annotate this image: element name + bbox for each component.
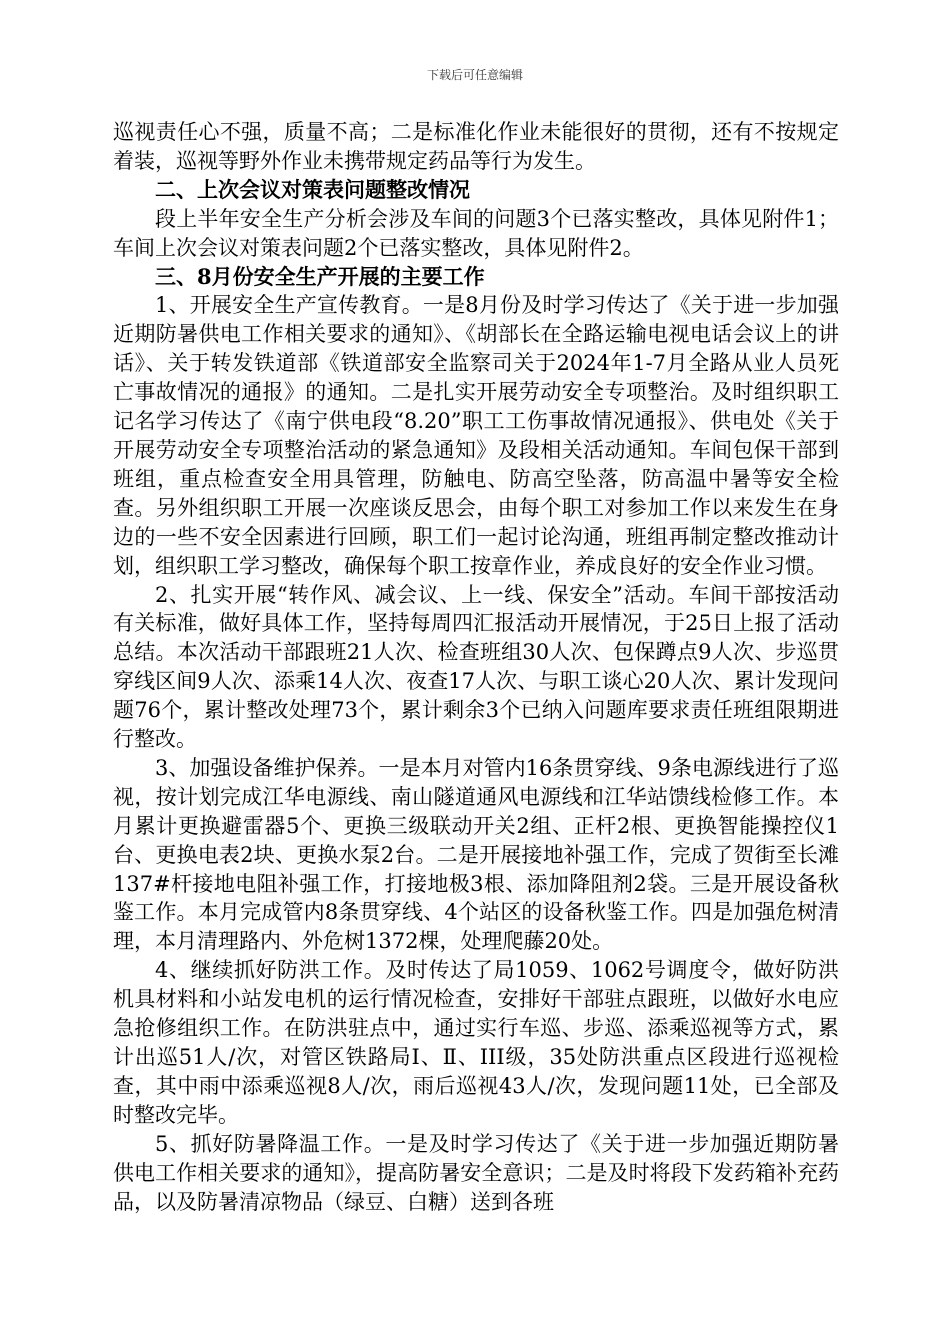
body-paragraph: 巡视责任心不强，质量不高；二是标准化作业未能很好的贯彻，还有不按规定着装，巡视等野外作业未携带规定药品等行为发生。 — [113, 120, 839, 173]
body-paragraph: 3、加强设备维护保养。一是本月对管内16条贯穿线、9条电源线进行了巡视，按计划完成江华电源线、南山隧道通风电源线和江华站馈线检修工作。本月累计更换避雷器5个、更换三级联动开关2组、正杆2根、更换智能操控仪1台、更换电表2块、更换水泵2台。二是开展接地补强工作，完成了贺街至长滩137#杆接地电阻补强工作，打接地极3根、添加降阻剂2袋。三是开展设备秋鉴工作。本月完成管内8条贯穿线、4个站区的设备秋鉴工作。四是加强危树清理，本月清理路内、外危树1372棵，处理爬藤20处。 — [113, 755, 839, 954]
body-paragraph: 5、抓好防暑降温工作。一是及时学习传达了《关于进一步加强近期防暑供电工作相关要求的通知》，提高防暑安全意识；二是及时将段下发药箱补充药品，以及防暑清凉物品（绿豆、白糖）送到各班 — [113, 1131, 839, 1214]
page-header: 下载后可任意编辑 — [426, 68, 523, 82]
body-paragraph: 段上半年安全生产分析会涉及车间的问题3个已落实整改，具体见附件1；车间上次会议对策表问题2个已落实整改，具体见附件2。 — [113, 206, 839, 260]
section-heading: 三、8月份安全生产开展的主要工作 — [155, 263, 485, 289]
body-paragraph: 4、继续抓好防洪工作。及时传达了局1059、1062号调度令，做好防洪机具材料和小站发电机的运行情况检查，安排好干部驻点跟班，以做好水电应急抢修组织工作。在防洪驻点中，通过实行车巡、步巡、添乘巡视等方式，累计出巡51人/次，对管区铁路局Ⅰ、Ⅱ、III级，35处防洪重点区段进行巡视检查，其中雨中添乘巡视8人/次，雨后巡视43人/次，发现问题11处，已全部及时整改完毕。 — [113, 958, 839, 1127]
body-paragraph: 1、开展安全生产宣传教育。一是8月份及时学习传达了《关于进一步加强近期防暑供电工作相关要求的通知》、《胡部长在全路运输电视电话会议上的讲话》、关于转发铁道部《铁道部安全监察司关于2024年1-7月全路从业人员死亡事故情况的通报》的通知。二是扎实开展劳动安全专项整治。及时组织职工记名学习传达了《南宁供电段“8.20”职工工伤事故情况通报》、供电处《关于开展劳动安全专项整治活动的紧急通知》及段相关活动通知。车间包保干部到班组，重点检查安全用具管理，防触电、防高空坠落，防高温中暑等安全检查。另外组织职工开展一次座谈反思会，由每个职工对参加工作以来发生在身边的一些不安全因素进行回顾，职工们一起讨论沟通，班组再制定整改推动计划，组织职工学习整改，确保每个职工按章作业，养成良好的安全作业习惯。 — [113, 293, 839, 578]
document-body — [113, 118, 839, 1216]
section-heading: 二、上次会议对策表问题整改情况 — [155, 176, 470, 202]
body-paragraph: 2、扎实开展“转作风、减会议、上一线、保安全”活动。车间干部按活动有关标准，做好具体工作，坚持每周四汇报活动开展情况，于25日上报了活动总结。本次活动干部跟班21人次、检查班组30人次、包保蹲点9人次、步巡贯穿线区间9人次、添乘14人次、夜查17人次、与职工谈心20人次、累计发现问题76个，累计整改处理73个，累计剩余3个已纳入问题库要求责任班组限期进行整改。 — [113, 582, 839, 752]
